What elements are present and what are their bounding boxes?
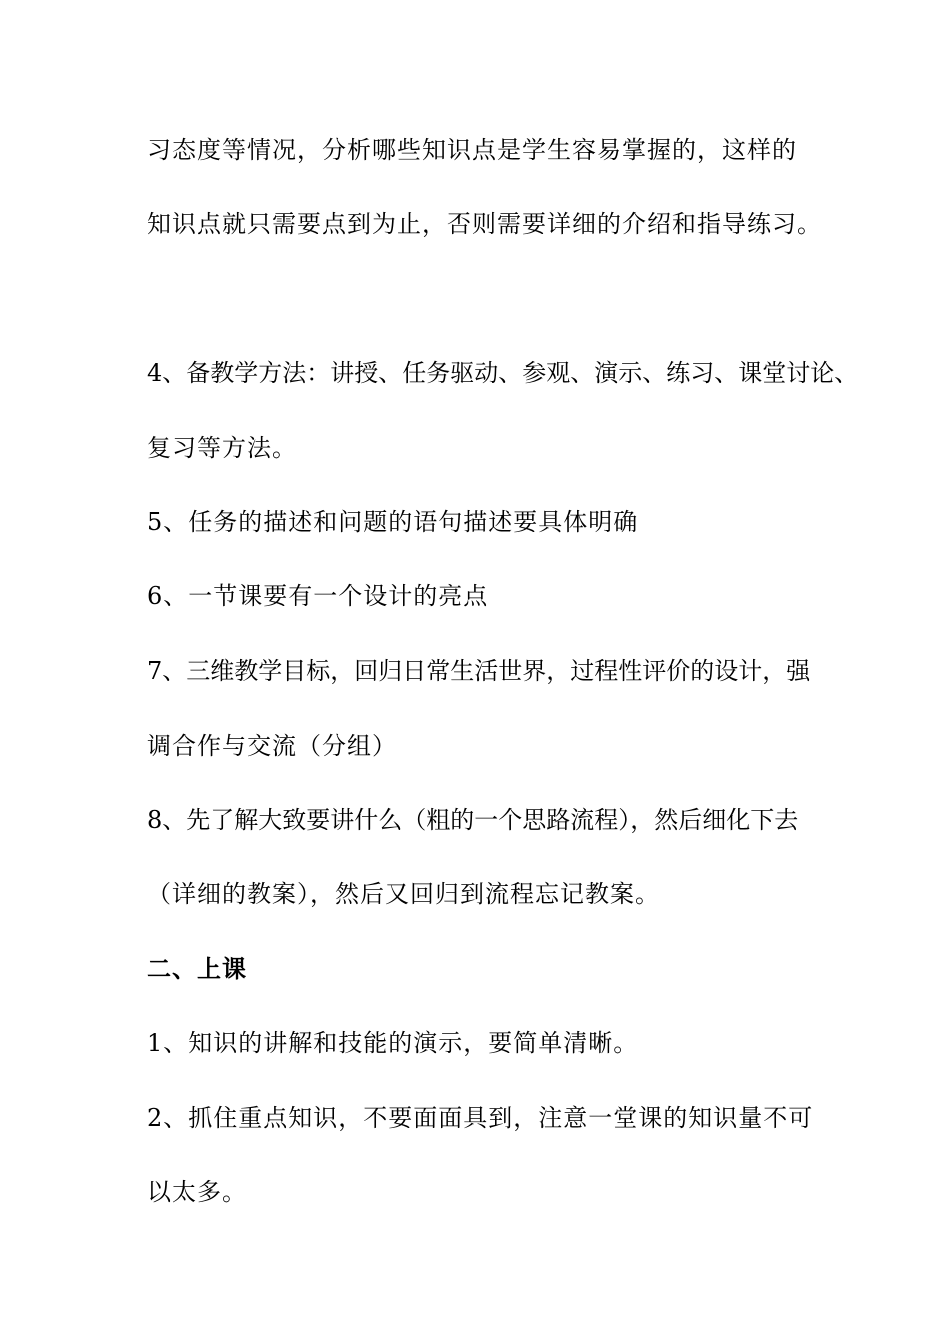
paragraph-line: （详细的教案），然后又回归到流程忘记教案。 — [147, 880, 660, 908]
paragraph-line: 复习等方法。 — [147, 434, 297, 462]
section-heading: 二、上课 — [147, 954, 247, 983]
list-item-8: 8、先了解大致要讲什么（粗的一个思路流程），然后细化下去 — [147, 806, 799, 834]
paragraph-line: 以太多。 — [147, 1178, 247, 1206]
list-item-5: 5、任务的描述和问题的语句描述要具体明确 — [147, 508, 639, 536]
list-item-6: 6、一节课要有一个设计的亮点 — [147, 582, 489, 610]
list-item-4: 4、备教学方法：讲授、任务驱动、参观、演示、练习、课堂讨论、 — [147, 359, 859, 387]
list-item-7: 7、三维教学目标，回归日常生活世界，过程性评价的设计，强 — [147, 657, 811, 685]
paragraph-line: 习态度等情况，分析哪些知识点是学生容易掌握的，这样的 — [147, 136, 797, 164]
list-item-1: 1、知识的讲解和技能的演示，要简单清晰。 — [147, 1029, 639, 1057]
paragraph-line: 知识点就只需要点到为止，否则需要详细的介绍和指导练习。 — [147, 210, 822, 238]
list-item-2: 2、抓住重点知识，不要面面具到，注意一堂课的知识量不可 — [147, 1104, 814, 1132]
paragraph-line: 调合作与交流（分组） — [147, 732, 397, 760]
